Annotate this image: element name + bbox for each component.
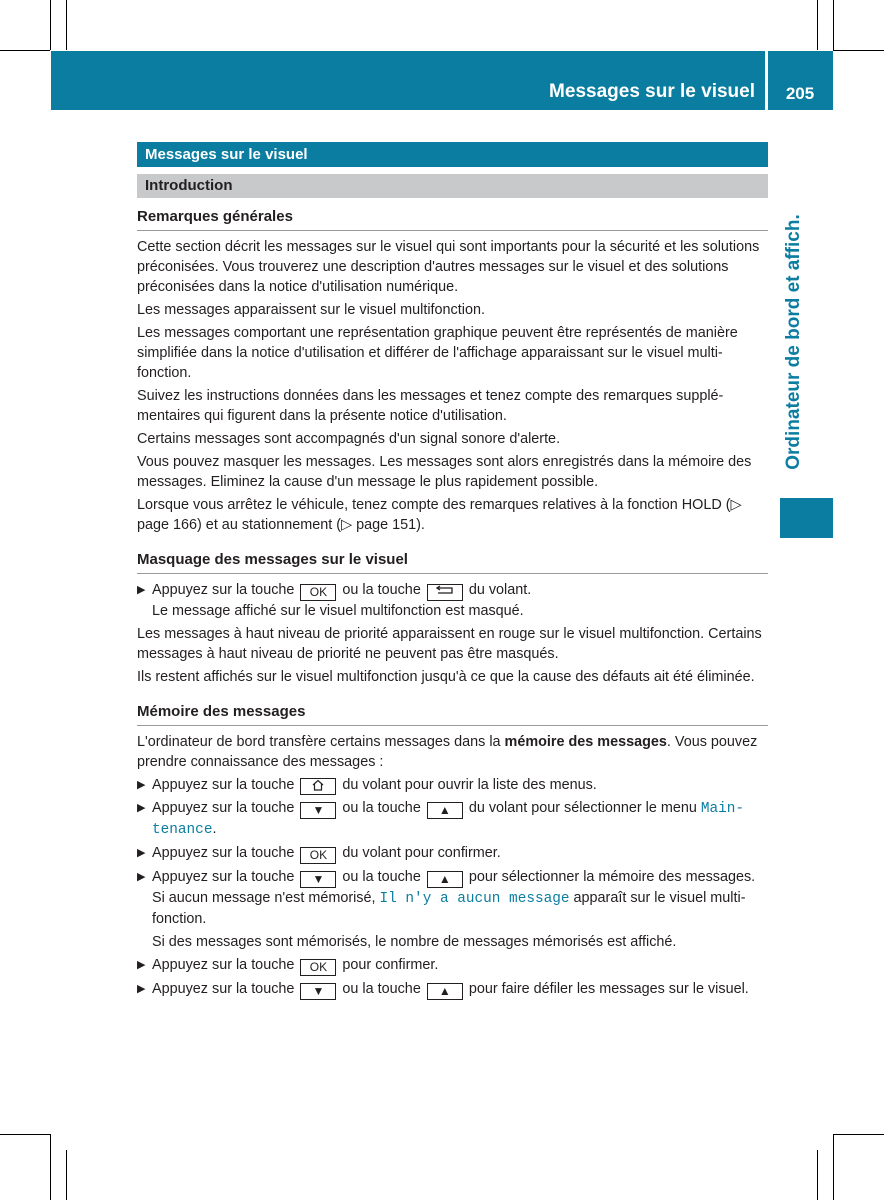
instruction-step [137, 955, 768, 976]
instruction-step [137, 843, 768, 864]
paragraph [137, 732, 768, 772]
step-text: ou la touche [342, 981, 421, 997]
crop-mark [833, 1134, 834, 1200]
paragraph: Vous pouvez masquer les messages. Les messages sont alors enregistrés dans la mémoire des messages. Eliminez la cause d'un message le plus rapidement possible. [137, 454, 752, 490]
step-text: Appuyez sur la touche [152, 800, 295, 816]
step-text: Appuyez sur la touche [152, 582, 295, 598]
crop-mark [817, 0, 818, 50]
instruction-step [137, 867, 768, 952]
down-key-icon: ▼ [300, 983, 336, 1000]
instruction-step [137, 775, 768, 795]
crop-mark [817, 1150, 818, 1200]
crop-mark [50, 1134, 51, 1200]
section-title: Messages sur le visuel [137, 142, 768, 167]
hiding-heading: Masquage des messages sur le visuel [137, 551, 768, 574]
memory-heading: Mémoire des messages [137, 703, 768, 726]
instruction-step [137, 798, 768, 840]
step-text: pour sélectionner la mémoire des messages. [468, 869, 756, 885]
crop-mark [0, 1134, 50, 1135]
bullet-arrow-icon: ▶ [137, 847, 146, 859]
step-text: du volant pour ouvrir la liste des menus. [342, 777, 597, 793]
instruction-step [137, 580, 768, 621]
side-tab-marker [780, 498, 833, 538]
paragraph: Certains messages sont accompagnés d'un signal sonore d'alerte. [137, 431, 561, 447]
step-text: Appuyez sur la touche [152, 845, 295, 861]
step-text: ou la touche [342, 800, 421, 816]
main-content [137, 142, 768, 1003]
ok-key-icon: OK [300, 847, 336, 864]
down-key-icon: ▼ [300, 871, 336, 888]
up-key-icon: ▲ [427, 871, 463, 888]
bullet-arrow-icon: ▶ [137, 983, 146, 995]
step-text: pour confirmer. [342, 957, 439, 973]
bullet-arrow-icon: ▶ [137, 871, 146, 883]
menu-name: Maintenance [152, 801, 745, 838]
back-key-icon [427, 584, 463, 601]
step-text: du volant. [468, 582, 532, 598]
general-heading: Remarques générales [137, 208, 768, 231]
step-text: ou la touche [342, 582, 421, 598]
step-text: Appuyez sur la touche [152, 957, 295, 973]
instruction-step [137, 979, 768, 1000]
bullet-arrow-icon: ▶ [137, 584, 146, 596]
up-key-icon: ▲ [427, 983, 463, 1000]
bold-text: mémoire des messages [504, 734, 667, 750]
ok-key-icon: OK [300, 584, 336, 601]
step-text: du volant pour confirmer. [342, 845, 501, 861]
text: L'ordinateur de bord transfère certains messages dans la [137, 734, 505, 750]
step-text: . [212, 821, 217, 837]
paragraph: Lorsque vous arrêtez le véhicule, tenez compte des remarques relatives à la fonction HOLD (▷ page 166) et au stationnement (▷ page 151). [137, 497, 742, 533]
crop-mark [0, 50, 50, 51]
page-number: 205 [785, 84, 815, 103]
paragraph: Les messages apparaissent sur le visuel multifonction. [137, 302, 485, 318]
crop-mark [66, 0, 67, 50]
crop-mark [50, 0, 51, 50]
down-key-icon: ▼ [300, 802, 336, 819]
step-text: Appuyez sur la touche [152, 869, 295, 885]
crop-mark [833, 1134, 884, 1135]
step-result: Si aucun message n'est mémorisé, [152, 890, 380, 906]
text: . Vous pouvez prendre connaissance des messages : [137, 734, 758, 770]
step-text: Appuyez sur la touche [152, 777, 295, 793]
step-text: pour faire défiler les messages sur le visuel. [468, 981, 749, 997]
ok-key-icon: OK [300, 959, 336, 976]
page-header [51, 51, 833, 110]
step-text: Appuyez sur la touche [152, 981, 295, 997]
side-tab-label-box [780, 196, 808, 488]
step-result: Le message affiché sur le visuel multifonction est masqué. [152, 603, 524, 619]
step-text: ou la touche [342, 869, 421, 885]
up-key-icon: ▲ [427, 802, 463, 819]
paragraph: Cette section décrit les messages sur le visuel qui sont importants pour la sécurité et les solutions préconisées. Vous trouverez une description d'autres messages sur le visuel et des solutions préconisées dans la notice d'utilisation numérique. [137, 239, 760, 295]
step-text: du volant pour sélectionner le menu [468, 800, 701, 816]
paragraph: Ils restent affichés sur le visuel multifonction jusqu'à ce que la cause des défauts ait été éliminée. [137, 669, 755, 685]
paragraph: Les messages à haut niveau de priorité apparaissent en rouge sur le visuel multifonction. Certains messages à haut niveau de priorité ne peuvent pas être masqués. [137, 626, 762, 662]
subsection-title: Introduction [137, 174, 768, 198]
crop-mark [833, 0, 834, 50]
paragraph: Les messages comportant une représentation graphique peuvent être représentés de manière simplifiée dans la notice d'utilisation et différer de l'affichage apparaissant sur le visuel multifonction. [137, 325, 738, 381]
paragraph: Suivez les instructions données dans les messages et tenez compte des remarques supplémentaires qui figurent dans la présente notice d'utilisation. [137, 388, 724, 424]
bullet-arrow-icon: ▶ [137, 959, 146, 971]
step-result: Si des messages sont mémorisés, le nombre de messages mémorisés est affiché. [152, 934, 677, 950]
display-message: Il n'y a aucun message [379, 891, 570, 907]
side-tab-label: Ordinateur de bord et affich. [783, 214, 804, 470]
header-title: Messages sur le visuel [549, 81, 755, 102]
crop-mark [833, 50, 884, 51]
home-key-icon [300, 778, 336, 795]
crop-mark [66, 1150, 67, 1200]
step-result: apparaît sur le visuel multifonction. [152, 890, 746, 927]
bullet-arrow-icon: ▶ [137, 779, 146, 791]
bullet-arrow-icon: ▶ [137, 802, 146, 814]
